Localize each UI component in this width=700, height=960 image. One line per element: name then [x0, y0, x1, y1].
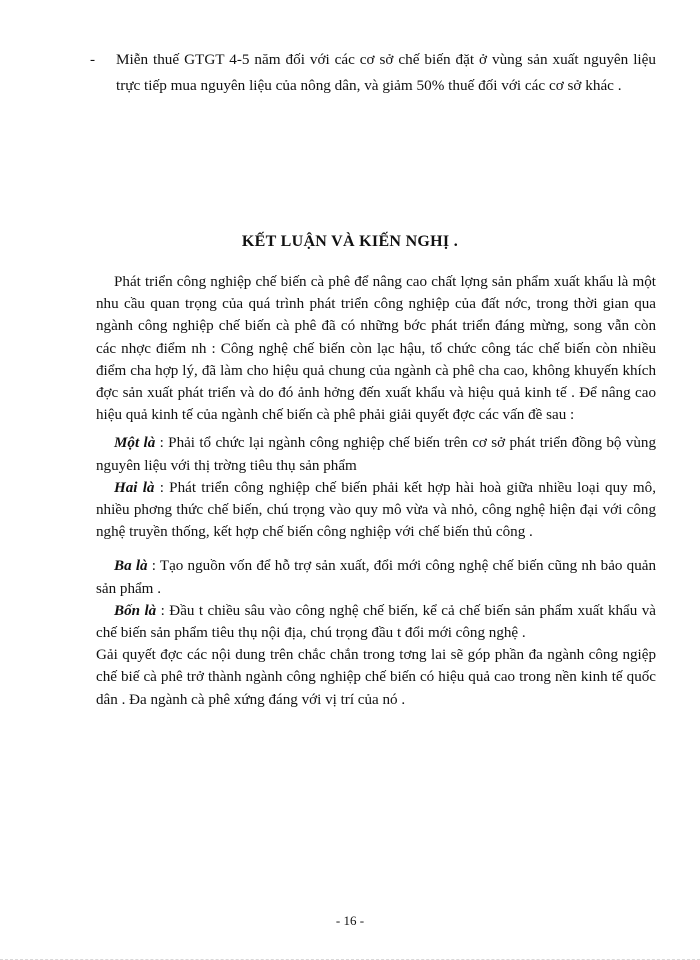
item-paragraph-4 — [96, 600, 656, 644]
item-text-3: : Tạo nguồn vốn để hỗ trợ sản xuất, đổi mới công nghệ chế biến cũng nh bảo quản sản phẩm . — [96, 558, 656, 597]
item-lead-4: Bốn là — [114, 602, 157, 619]
item-lead-3: Ba là — [114, 558, 148, 575]
bullet-mark: - — [90, 51, 96, 68]
item-paragraph-1 — [96, 432, 656, 476]
item-lead-2: Hai là — [114, 479, 155, 496]
item-lead-1: Một là — [114, 435, 156, 452]
body-text — [96, 271, 656, 711]
conclusion-paragraph: Gải quyết đợc các nội dung trên chắc chắn trong tơng lai sẽ góp phần đa ngành công ngiệp chế biế cà phê trở thành ngành công nghiệp chế biến có hiệu quả cao trong nền kinh tế quốc dân . Đa ngành cà phê xứng đáng với vị trí của nó . — [96, 647, 656, 708]
bullet-item — [90, 47, 656, 99]
section-heading: KẾT LUẬN VÀ KIẾN NGHỊ . — [241, 233, 459, 250]
item-text-4: : Đầu t chiều sâu vào công nghệ chế biến, kể cả chế biến sản phẩm xuất khẩu và chế biến sản phẩm tiêu thụ nội địa, chú trọng đầu t đổi mới công nghệ . — [96, 602, 656, 642]
bullet-text: Miễn thuế GTGT 4-5 năm đối với các cơ sở chế biến đặt ở vùng sản xuất nguyên liệu trực tiếp mua nguyên liệu của nông dân, và giảm 50% thuế đối với các cơ sở khác . — [116, 51, 656, 94]
item-text-1: : Phải tổ chức lại ngành công nghiệp chế biến trên cơ sở phát triển đồng bộ vùng nguyên liệu với thị trờng tiêu thụ sản phẩm — [96, 435, 656, 474]
item-text-2: : Phát triển công nghiệp chế biến phải kết hợp hài hoà giữa nhiều loại quy mô, nhiều phơng thức chế biến, chú trọng vào quy mô vừa và nhỏ, công nghệ hiện đại với công nghệ truyền thống, kết hợp chế biến công nghiệp với chế biến thủ công . — [96, 479, 656, 541]
item-paragraph-2 — [96, 477, 656, 544]
intro-paragraph: Phát triển công nghiệp chế biến cà phê để nâng cao chất lợng sản phẩm xuất khẩu là một nhu cầu quan trọng của quá trình phát triển công nghiệp của đất nớc, trong thời gian qua ngành công nghiệp chế biến cà phê đã có những bớc phát triển đáng mừng, song vẫn còn các nhợc điểm nh : Công nghệ chế biến còn lạc hậu, tổ chức công tác chế biến còn nhiều điểm cha hợp lý, đã làm cho hiệu quả chung của ngành cà phê cha cao, không khuyến khích đợc sản xuất phát triển và do đó ảnh hởng đến xuất khẩu và hiệu quả kinh tế . Để nâng cao hiệu quả kinh tế của ngành chế biến cà phê phải giải quyết đợc các vấn đề sau : — [96, 274, 656, 424]
page-number: - 16 - — [335, 913, 365, 928]
item-paragraph-3 — [96, 555, 656, 599]
